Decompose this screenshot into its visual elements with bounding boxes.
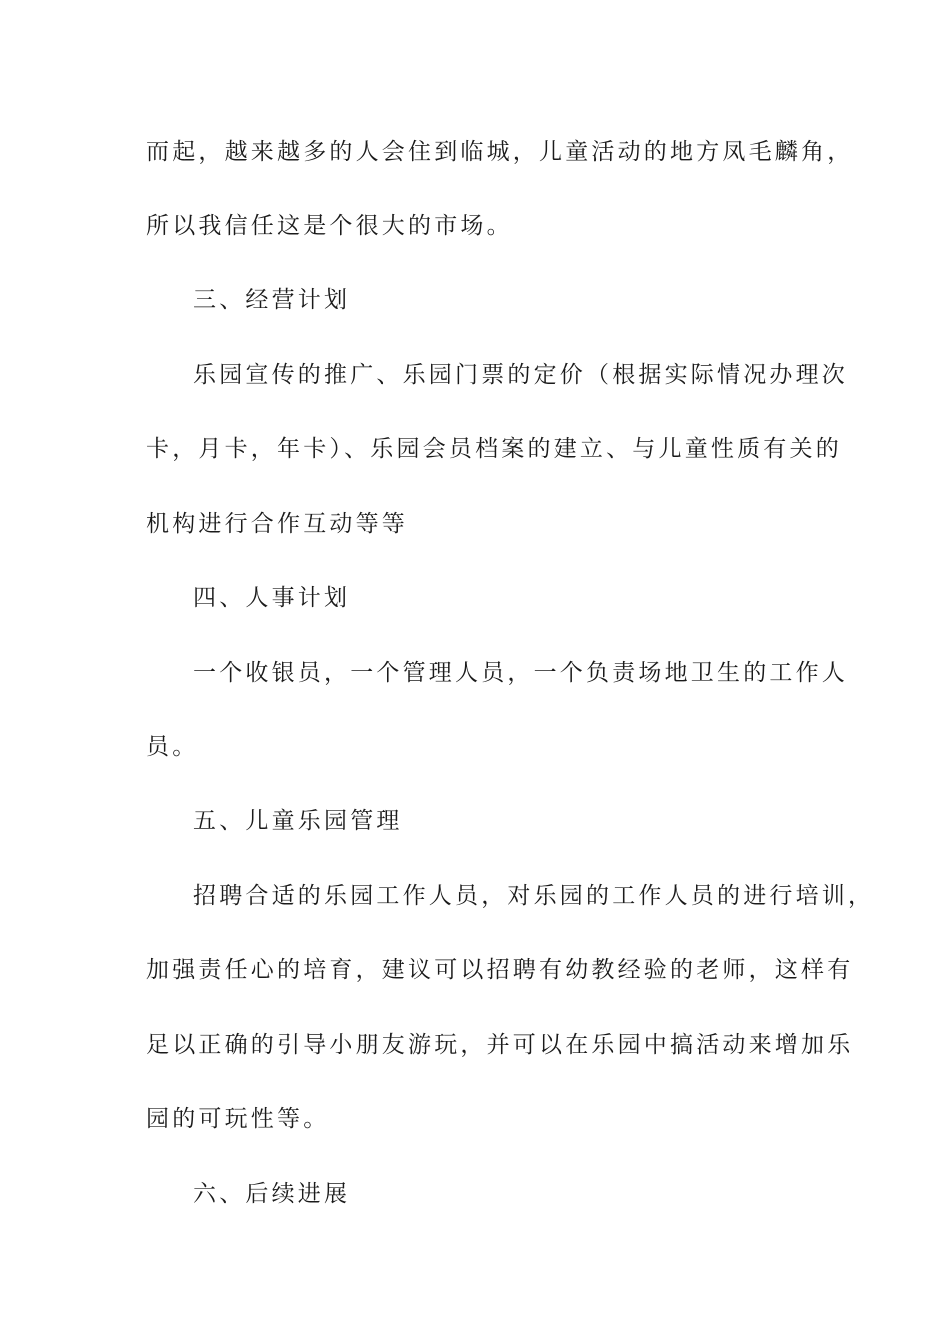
paragraph-line: 所以我信任这是个很大的市场。 bbox=[146, 213, 513, 239]
paragraph-line: 员。 bbox=[146, 734, 199, 760]
paragraph-line: 机构进行合作互动等等 bbox=[146, 511, 408, 537]
section-heading-follow-up: 六、后续进展 bbox=[193, 1181, 351, 1207]
paragraph-line: 加强责任心的培育，建议可以招聘有幼教经验的老师，这样有 bbox=[146, 957, 854, 983]
paragraph-line: 招聘合适的乐园工作人员，对乐园的工作人员的进行培训， bbox=[193, 883, 875, 909]
paragraph-line: 而起，越来越多的人会住到临城，儿童活动的地方凤毛麟角， bbox=[146, 139, 854, 165]
section-heading-park-management: 五、儿童乐园管理 bbox=[193, 808, 403, 834]
paragraph-line: 乐园宣传的推广、乐园门票的定价（根据实际情况办理次 bbox=[193, 362, 848, 388]
paragraph-line: 园的可玩性等。 bbox=[146, 1106, 330, 1132]
section-heading-personnel-plan: 四、人事计划 bbox=[193, 585, 351, 611]
paragraph-line: 一个收银员，一个管理人员，一个负责场地卫生的工作人 bbox=[193, 660, 848, 686]
paragraph-line: 足以正确的引导小朋友游玩，并可以在乐园中搞活动来增加乐 bbox=[146, 1032, 854, 1058]
section-heading-operations-plan: 三、经营计划 bbox=[193, 287, 351, 313]
paragraph-line: 卡，月卡，年卡）、乐园会员档案的建立、与儿童性质有关的 bbox=[146, 436, 842, 462]
